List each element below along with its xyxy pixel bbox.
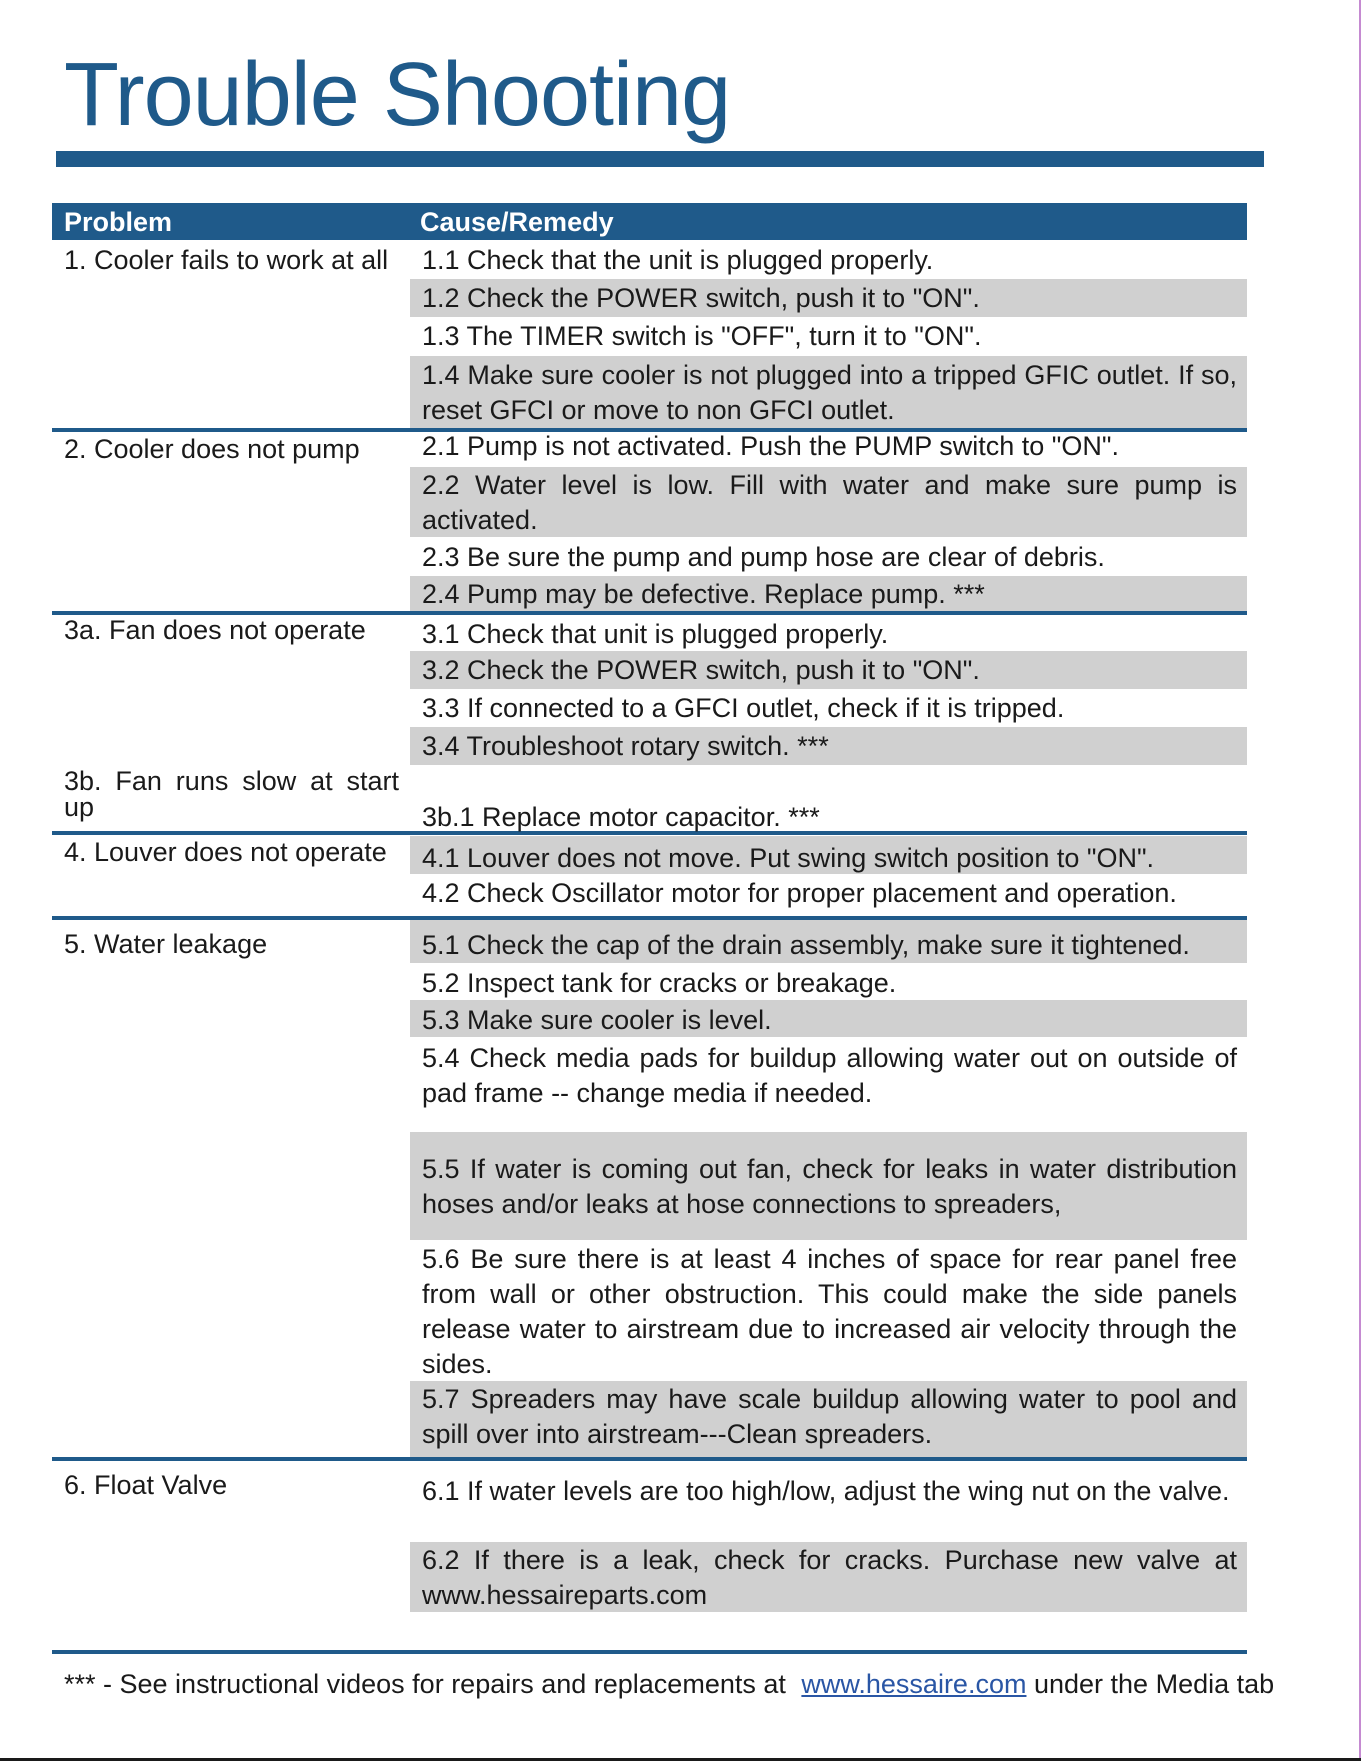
cause-1-3: 1.3 The TIMER switch is "OFF", turn it to "ON".	[422, 321, 982, 351]
cause-5-1: 5.1 Check the cap of the drain assembly, make sure it tightened.	[422, 930, 1190, 960]
cause-3-2: 3.2 Check the POWER switch, push it to "ON".	[422, 655, 980, 685]
cause-4-2: 4.2 Check Oscillator motor for proper placement and operation.	[422, 878, 1177, 908]
problem-5: 5. Water leakage	[64, 929, 268, 959]
cause-5-4: 5.4 Check media pads for buildup allowing water out on outside of pad frame -- change media if needed.	[422, 1043, 1237, 1108]
cause-5-3: 5.3 Make sure cooler is level.	[422, 1005, 772, 1035]
title-rule	[56, 151, 1264, 167]
cause-4-1: 4.1 Louver does not move. Put swing switch position to "ON".	[422, 843, 1155, 873]
cause-5-6: 5.6 Be sure there is at least 4 inches of space for rear panel free from wall or other obstruction. This could make the side panels release water to airstream due to increased air velocity through the sides.	[422, 1244, 1237, 1379]
cause-1-1: 1.1 Check that the unit is plugged properly.	[422, 245, 934, 275]
cause-3-3: 3.3 If connected to a GFCI outlet, check if it is tripped.	[422, 693, 1065, 723]
footer-note	[64, 1666, 1304, 1702]
footer-text: *** - See instructional videos for repairs and replacements at	[64, 1669, 786, 1699]
problem-2: 2. Cooler does not pump	[64, 434, 360, 464]
problem-column-header: Problem	[64, 207, 173, 237]
problem-3a: 3a. Fan does not operate	[64, 615, 366, 645]
row-separator	[52, 916, 1247, 920]
cause-1-4: 1.4 Make sure cooler is not plugged into a tripped GFIC outlet. If so, reset GFCI or move to non GFCI outlet.	[422, 360, 1237, 425]
cause-6-1: 6.1 If water levels are too high/low, adjust the wing nut on the valve.	[422, 1476, 1230, 1506]
page-title: Trouble Shooting	[64, 45, 731, 145]
cause-5-5: 5.5 If water is coming out fan, check for leaks in water distribution hoses and/or leaks at hose connections to spreaders,	[422, 1154, 1237, 1219]
cause-2-4: 2.4 Pump may be defective. Replace pump. ***	[422, 579, 985, 609]
cause-2-3: 2.3 Be sure the pump and pump hose are clear of debris.	[422, 542, 1105, 572]
cause-2-2: 2.2 Water level is low. Fill with water and make sure pump is activated.	[422, 470, 1237, 535]
cause-column-header: Cause/Remedy	[420, 207, 614, 237]
cause-5-2: 5.2 Inspect tank for cracks or breakage.	[422, 968, 897, 998]
cause-2-1: 2.1 Pump is not activated. Push the PUMP switch to "ON".	[422, 431, 1119, 461]
cause-3b-1: 3b.1 Replace motor capacitor. ***	[422, 802, 820, 832]
cause-3-4: 3.4 Troubleshoot rotary switch. ***	[422, 731, 829, 761]
footer-rule	[52, 1650, 1247, 1654]
table-header	[52, 203, 1247, 240]
cause-1-2: 1.2 Check the POWER switch, push it to "ON".	[422, 283, 980, 313]
problem-4: 4. Louver does not operate	[64, 837, 387, 867]
footer-suffix: under the Media tab	[1033, 1669, 1275, 1699]
hessaire-link[interactable]: www.hessaire.com	[801, 1669, 1027, 1699]
row-separator	[52, 1457, 1247, 1461]
problem-3b: 3b. Fan runs slow at start up	[64, 766, 399, 822]
problem-1: 1. Cooler fails to work at all	[64, 245, 389, 275]
cause-6-2: 6.2 If there is a leak, check for cracks. Purchase new valve at www.hessaireparts.com	[422, 1545, 1237, 1610]
problem-6: 6. Float Valve	[64, 1470, 228, 1500]
cause-3-1: 3.1 Check that unit is plugged properly.	[422, 619, 889, 649]
cause-5-7: 5.7 Spreaders may have scale buildup allowing water to pool and spill over into airstream---Clean spreaders.	[422, 1384, 1237, 1449]
